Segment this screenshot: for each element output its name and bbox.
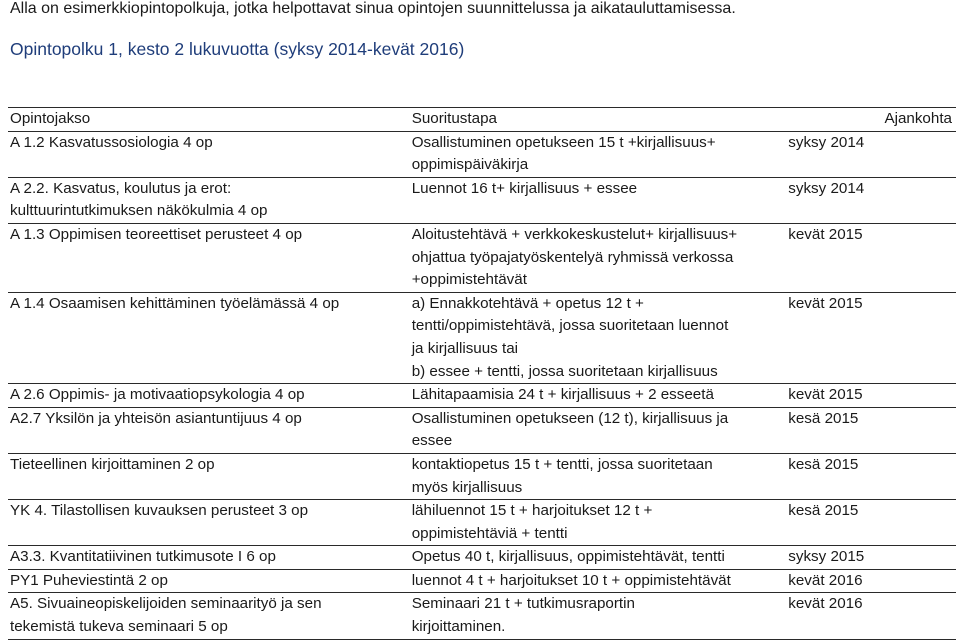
time-cell: kesä 2015	[784, 407, 956, 453]
method-cell	[410, 384, 785, 408]
intro-text: Alla on esimerkkiopintopolkuja, jotka helpottavat sinua opintojen suunnittelussa ja aikatauluttamisessa.	[10, 0, 736, 17]
table-row	[8, 569, 956, 593]
table-row	[8, 384, 956, 408]
method-text: +oppimistehtävät	[411, 271, 527, 289]
method-cell	[410, 500, 785, 546]
course-text: A2.7 Yksilön ja yhteisön asiantuntijuus 4 op	[10, 409, 302, 427]
time-cell: kevät 2015	[784, 292, 956, 383]
method-text: Luennot 16 t+ kirjallisuus + essee	[411, 179, 638, 197]
method-text: Osallistuminen opetukseen (12 t), kirjallisuus ja	[411, 409, 729, 427]
method-cell	[410, 593, 785, 639]
method-text: Aloitustehtävä + verkkokeskustelut+ kirjallisuus+	[411, 225, 738, 243]
course-cell	[8, 223, 410, 292]
method-text: ohjattua työpajatyöskentelyä ryhmissä verkossa	[411, 248, 734, 266]
method-text: kontaktiopetus 15 t + tentti, jossa suoritetaan	[411, 455, 713, 473]
method-text: lähiluennot 15 t + harjoitukset 12 t +	[411, 502, 653, 520]
course-text: A 1.2 Kasvatussosiologia 4 op	[10, 133, 213, 151]
course-text: Tieteellinen kirjoittaminen 2 op	[10, 455, 215, 473]
table-row	[8, 177, 956, 223]
method-text: oppimispäiväkirja	[411, 156, 529, 174]
method-text: b) essee + tentti, jossa suoritetaan kirjallisuus	[411, 362, 718, 380]
time-cell: kesä 2015	[784, 500, 956, 546]
table-header-row	[8, 108, 956, 132]
course-cell	[8, 593, 410, 639]
course-text: A5. Sivuaineopiskelijoiden seminaarityö ja sen	[10, 595, 322, 613]
table-row	[8, 593, 956, 639]
method-text: ja kirjallisuus tai	[411, 339, 519, 357]
course-cell	[8, 407, 410, 453]
method-text: luennot 4 t + harjoitukset 10 t + oppimistehtävät	[411, 571, 731, 589]
method-cell	[410, 223, 785, 292]
course-cell	[8, 546, 410, 570]
method-text: Opetus 40 t, kirjallisuus, oppimistehtävät, tentti	[411, 548, 725, 566]
course-text: A 2.2. Kasvatus, koulutus ja erot:	[10, 179, 232, 197]
table-row	[8, 292, 956, 383]
method-text: kirjoittaminen.	[411, 618, 506, 636]
method-cell	[410, 407, 785, 453]
table-row	[8, 546, 956, 570]
study-path-heading: Opintopolku 1, kesto 2 lukuvuotta (syksy 2014-kevät 2016)	[10, 39, 465, 59]
method-text: Lähitapaamisia 24 t + kirjallisuus + 2 esseetä	[411, 386, 714, 404]
course-text: PY1 Puheviestintä 2 op	[10, 571, 168, 589]
time-cell: syksy 2014	[784, 177, 956, 223]
method-text: tentti/oppimistehtävä, jossa suoritetaan luennot	[411, 317, 729, 335]
course-cell	[8, 453, 410, 499]
table-row	[8, 223, 956, 292]
study-path-table	[8, 107, 956, 640]
header-method: Suoritustapa	[410, 108, 785, 132]
header-course: Opintojakso	[8, 108, 410, 132]
course-text: A3.3. Kvantitatiivinen tutkimusote I 6 op	[10, 548, 276, 566]
method-cell	[410, 292, 785, 383]
course-cell	[8, 500, 410, 546]
method-text: myös kirjallisuus	[411, 478, 523, 496]
method-cell	[410, 546, 785, 570]
course-text: A 2.6 Oppimis- ja motivaatiopsykologia 4 op	[10, 386, 305, 404]
course-cell	[8, 177, 410, 223]
table-row	[8, 407, 956, 453]
course-text: A 1.3 Oppimisen teoreettiset perusteet 4 op	[10, 225, 303, 243]
table-row	[8, 500, 956, 546]
time-cell: kevät 2015	[784, 384, 956, 408]
course-text: kulttuurintutkimuksen näkökulmia 4 op	[10, 202, 268, 220]
time-cell: kesä 2015	[784, 453, 956, 499]
header-time: Ajankohta	[784, 108, 956, 132]
course-text: A 1.4 Osaamisen kehittäminen työelämässä 4 op	[10, 294, 340, 312]
time-cell: kevät 2015	[784, 223, 956, 292]
course-cell	[8, 292, 410, 383]
method-cell	[410, 453, 785, 499]
method-text: oppimistehtäviä + tentti	[411, 524, 568, 542]
table-row	[8, 453, 956, 499]
time-cell: syksy 2014	[784, 131, 956, 177]
time-cell: kevät 2016	[784, 593, 956, 639]
course-text: tekemistä tukeva seminaari 5 op	[10, 618, 228, 636]
course-cell	[8, 384, 410, 408]
method-cell	[410, 569, 785, 593]
course-cell	[8, 569, 410, 593]
method-text: essee	[411, 432, 453, 450]
time-cell: syksy 2015	[784, 546, 956, 570]
course-text: YK 4. Tilastollisen kuvauksen perusteet 3 op	[10, 502, 309, 520]
method-cell	[410, 131, 785, 177]
method-cell	[410, 177, 785, 223]
table-row	[8, 131, 956, 177]
method-text: Osallistuminen opetukseen 15 t +kirjallisuus+	[411, 133, 716, 151]
method-text: a) Ennakkotehtävä + opetus 12 t +	[411, 294, 644, 312]
course-cell	[8, 131, 410, 177]
table-body	[8, 131, 956, 639]
time-cell: kevät 2016	[784, 569, 956, 593]
method-text: Seminaari 21 t + tutkimusraportin	[411, 595, 635, 613]
